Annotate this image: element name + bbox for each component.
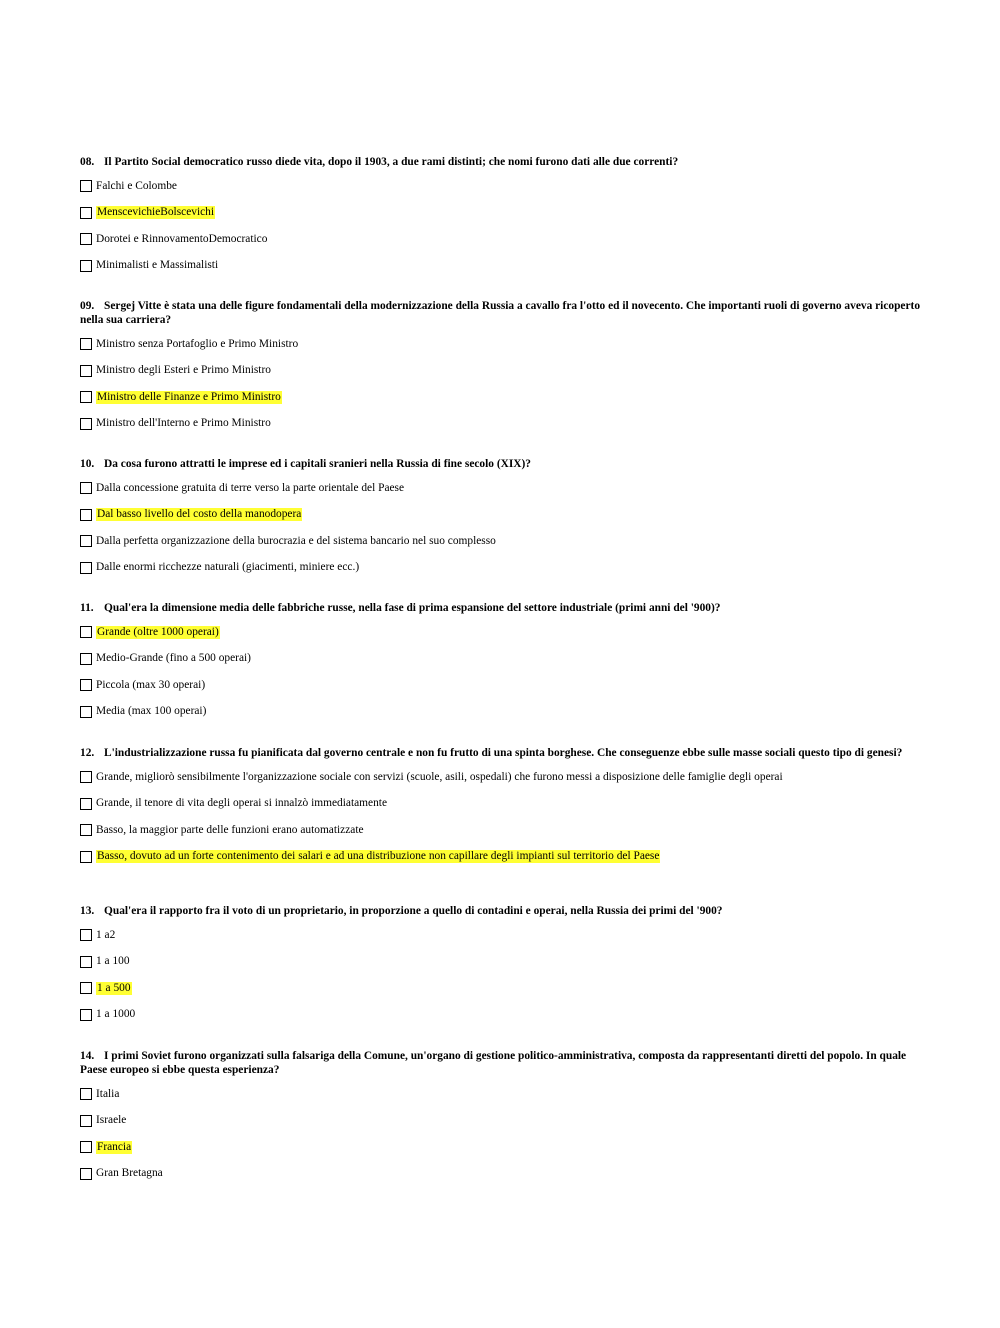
- checkbox[interactable]: [80, 482, 92, 494]
- answer-option[interactable]: [80, 652, 920, 666]
- answer-option[interactable]: [80, 678, 920, 692]
- answer-option[interactable]: [80, 259, 920, 273]
- checkbox[interactable]: [80, 509, 92, 521]
- answer-label: Dalla perfetta organizzazione della burocrazia e del sistema bancario nel suo complesso: [96, 534, 496, 547]
- answer-label-highlighted: 1 a 500: [97, 981, 131, 994]
- answer-options: [80, 625, 920, 719]
- question-block: [80, 457, 920, 587]
- checkbox[interactable]: [80, 1141, 92, 1153]
- answer-option[interactable]: [80, 797, 920, 811]
- question-block: [80, 746, 920, 876]
- answer-label-highlighted: Dal basso livello del costo della manodopera: [97, 508, 302, 521]
- checkbox[interactable]: [80, 929, 92, 941]
- question-label: Il Partito Social democratico russo diede vita, dopo il 1903, a due rami distinti; che nomi furono dati alle due correnti?: [104, 156, 679, 168]
- answer-option[interactable]: [80, 1140, 920, 1154]
- answer-option[interactable]: [80, 481, 920, 495]
- question-number: 10.: [80, 458, 95, 470]
- answer-option[interactable]: [80, 928, 920, 942]
- checkbox[interactable]: [80, 1088, 92, 1100]
- answer-option[interactable]: [80, 364, 920, 378]
- answer-option[interactable]: [80, 232, 920, 246]
- answer-option[interactable]: [80, 561, 920, 575]
- answer-label: Dalla concessione gratuita di terre verso la parte orientale del Paese: [96, 481, 405, 494]
- answer-option[interactable]: [80, 1087, 920, 1101]
- checkbox[interactable]: [80, 365, 92, 377]
- question-text: [80, 601, 920, 615]
- checkbox[interactable]: [80, 562, 92, 574]
- question-label: L'industrializzazione russa fu pianificata dal governo centrale e non fu frutto di una spinta borghese. Che conseguenze ebbe sulle masse sociali questo tipo di genesi?: [104, 747, 903, 759]
- checkbox[interactable]: [80, 391, 92, 403]
- checkbox[interactable]: [80, 982, 92, 994]
- checkbox[interactable]: [80, 180, 92, 192]
- checkbox[interactable]: [80, 956, 92, 968]
- question-text: [80, 904, 920, 918]
- question-block: [80, 1049, 920, 1193]
- answer-option[interactable]: [80, 337, 920, 351]
- question-block: [80, 904, 920, 1034]
- answer-option[interactable]: [80, 534, 920, 548]
- question-label: Qual'era il rapporto fra il voto di un proprietario, in proporzione a quello di contadini e operai, nella Russia dei primi del '900?: [104, 905, 723, 917]
- answer-label: Ministro dell'Interno e Primo Ministro: [96, 417, 271, 430]
- answer-label-highlighted: Basso, dovuto ad un forte contenimento dei salari e ad una distribuzione non capillare degli impianti sul territorio del Paese: [97, 850, 660, 863]
- answer-label: Grande, il tenore di vita degli operai si innalzò immediatamente: [96, 797, 387, 810]
- answer-label: Italia: [96, 1087, 120, 1100]
- checkbox[interactable]: [80, 1168, 92, 1180]
- checkbox[interactable]: [80, 535, 92, 547]
- answer-options: [80, 1087, 920, 1181]
- question-block: [80, 155, 920, 285]
- question-number: 13.: [80, 905, 95, 917]
- checkbox[interactable]: [80, 338, 92, 350]
- answer-label: Piccola (max 30 operai): [96, 678, 206, 691]
- answer-label: Basso, la maggior parte delle funzioni erano automatizzate: [96, 823, 364, 836]
- question-number: 11.: [80, 602, 94, 614]
- question-label: I primi Soviet furono organizzati sulla falsariga della Comune, un'organo di gestione politico-amministrativa, composta da rappresentanti diretti del popolo. In quale Paese europeo si ebbe questa esperienza?: [80, 1050, 907, 1076]
- question-block: [80, 299, 920, 443]
- answer-label: Gran Bretagna: [96, 1167, 163, 1180]
- checkbox[interactable]: [80, 1115, 92, 1127]
- answer-options: [80, 481, 920, 575]
- question-label: Da cosa furono attratti le imprese ed i capitali sranieri nella Russia di fine secolo (XIX)?: [104, 458, 532, 470]
- checkbox[interactable]: [80, 679, 92, 691]
- answer-label: 1 a 1000: [96, 1008, 136, 1021]
- answer-label: Falchi e Colombe: [96, 179, 177, 192]
- answer-option[interactable]: [80, 508, 920, 522]
- question-number: 12.: [80, 747, 95, 759]
- answer-option[interactable]: [80, 823, 920, 837]
- answer-option[interactable]: [80, 850, 920, 864]
- checkbox[interactable]: [80, 418, 92, 430]
- answer-label: 1 a 100: [96, 955, 130, 968]
- checkbox[interactable]: [80, 771, 92, 783]
- answer-options: [80, 337, 920, 431]
- answer-label: Ministro senza Portafoglio e Primo Ministro: [96, 337, 299, 350]
- answer-option[interactable]: [80, 206, 920, 220]
- question-number: 14.: [80, 1050, 95, 1062]
- answer-option[interactable]: [80, 705, 920, 719]
- answer-option[interactable]: [80, 1114, 920, 1128]
- answer-label-highlighted: Ministro delle Finanze e Primo Ministro: [97, 390, 281, 403]
- answer-label: Medio-Grande (fino a 500 operai): [96, 652, 251, 665]
- question-text: [80, 457, 920, 471]
- answer-label: Minimalisti e Massimalisti: [96, 259, 219, 272]
- answer-label: 1 a2: [96, 928, 116, 941]
- answer-label: Ministro degli Esteri e Primo Ministro: [96, 364, 271, 377]
- question-label: Sergej Vitte è stata una delle figure fondamentali della modernizzazione della Russia a cavallo fra l'otto ed il novecento. Che importanti ruoli di governo aveva ricoperto nella sua carriera?: [80, 300, 921, 326]
- answer-option[interactable]: [80, 179, 920, 193]
- checkbox[interactable]: [80, 1009, 92, 1021]
- answer-label-highlighted: MenscevichieBolscevichi: [97, 206, 215, 219]
- answer-option[interactable]: [80, 981, 920, 995]
- question-text: [80, 155, 920, 169]
- checkbox[interactable]: [80, 626, 92, 638]
- answer-label-highlighted: Francia: [97, 1140, 132, 1153]
- question-label: Qual'era la dimensione media delle fabbriche russe, nella fase di prima espansione del settore industriale (primi anni del '900)?: [104, 602, 721, 614]
- checkbox[interactable]: [80, 706, 92, 718]
- answer-label: Media (max 100 operai): [96, 705, 207, 718]
- answer-option[interactable]: [80, 1167, 920, 1181]
- answer-option[interactable]: [80, 390, 920, 404]
- answer-label-highlighted: Grande (oltre 1000 operai): [97, 625, 219, 638]
- question-number: 08.: [80, 156, 95, 168]
- checkbox[interactable]: [80, 653, 92, 665]
- question-text: [80, 746, 920, 760]
- question-block: [80, 601, 920, 731]
- answer-options: [80, 770, 920, 864]
- question-text: [80, 1049, 920, 1077]
- checkbox[interactable]: [80, 260, 92, 272]
- answer-label: Grande, migliorò sensibilmente l'organizzazione sociale con servizi (scuole, asili, ospedali) che furono messi a disposizione delle famiglie degli operai: [96, 770, 783, 783]
- answer-label: Israele: [96, 1114, 127, 1127]
- answer-option[interactable]: [80, 1008, 920, 1022]
- checkbox[interactable]: [80, 798, 92, 810]
- checkbox[interactable]: [80, 824, 92, 836]
- answer-option[interactable]: [80, 625, 920, 639]
- answer-options: [80, 179, 920, 273]
- question-number: 09.: [80, 300, 95, 312]
- answer-label: Dalle enormi ricchezze naturali (giacimenti, miniere ecc.): [96, 561, 360, 574]
- checkbox[interactable]: [80, 233, 92, 245]
- answer-option[interactable]: [80, 955, 920, 969]
- checkbox[interactable]: [80, 207, 92, 219]
- checkbox[interactable]: [80, 851, 92, 863]
- answer-option[interactable]: [80, 770, 920, 784]
- question-text: [80, 299, 920, 327]
- answer-option[interactable]: [80, 417, 920, 431]
- answer-label: Dorotei e RinnovamentoDemocratico: [96, 232, 268, 245]
- answer-options: [80, 928, 920, 1022]
